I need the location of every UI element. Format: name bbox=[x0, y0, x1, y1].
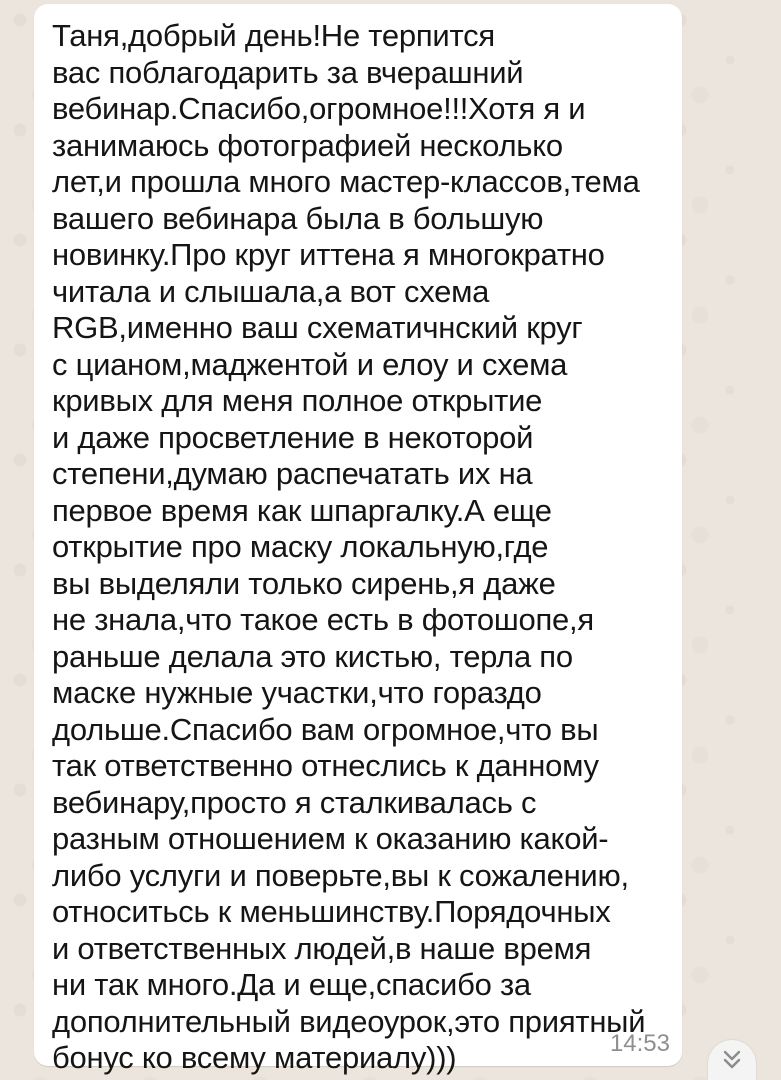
message-time: 14:53 bbox=[609, 1030, 670, 1057]
incoming-message-bubble[interactable] bbox=[34, 4, 682, 1075]
scroll-to-bottom-button[interactable] bbox=[708, 1040, 756, 1080]
message-text: Таня,добрый день!Не терпится вас поблагодарить за вчерашний вебинар.Спасибо,огромное!!!Хотя я и занимаюсь фотографией несколько лет,и прошла много мастер-классов,тема вашего вебинара была в большую новинку.Про круг иттена я многократно читала и слышала,а вот схема RGB,именно ваш схематичнский круг с цианом,маджентой и елоу и схема кривых для меня полное открытие и даже просветление в некоторой степени,думаю распечатать их на первое время как шпаргалку.А еще открытие про маску локальную,где вы выделяли только сирень,я даже не знала,что такое есть в фотошопе,я раньше делала это кистью, терла по маске нужные участки,что гораздо дольше.Спасибо вам огромное,что вы так ответственно отнеслись к данному вебинару,просто я сталкивалась с разным отношением к оказанию какой- либо услуги и поверьте,вы к сожалению, относитьсь к меньшинству.Порядочных и ответственных людей,в наше время ни так много.Да и еще,спасибо за дополнительный видеоурок,это приятный бонус ко всему материалу))) bbox=[52, 18, 646, 1075]
double-chevron-down-icon bbox=[720, 1048, 744, 1072]
